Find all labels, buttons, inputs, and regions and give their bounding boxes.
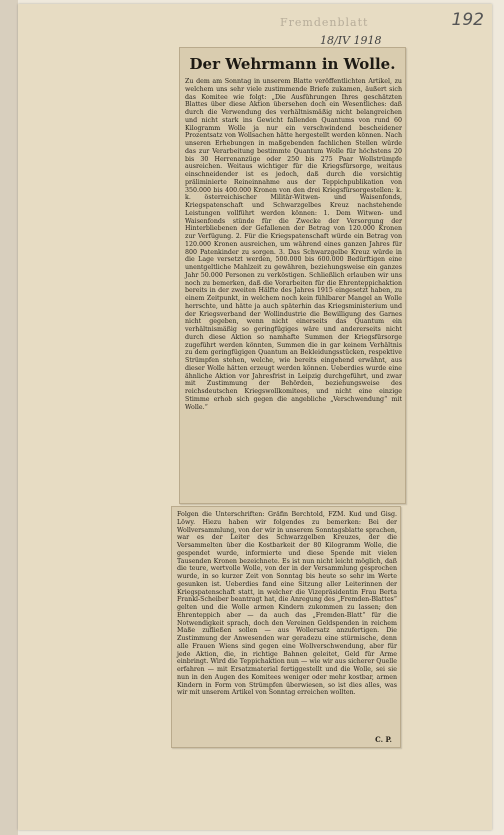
page-edge xyxy=(0,0,18,835)
archive-number: 192 xyxy=(451,10,484,30)
article-signature: C. P. xyxy=(375,735,392,744)
article-paragraph-1: Zu dem am Sonntag in unserem Blatte veröffentlichten Artikel, zu welchem uns sehr viele zustimmende Briefe zukamen, äußert sich das Komitee wie folgt: „Die Ausführungen Ihres geschätzten Blattes über diese Aktion übersehen doch ein Wesentliches: daß durch die Verwendung des verhältnismäßig nicht belangreichen und nicht stark ins Gewicht fallenden Quantums von rund 60 Kilogramm Wolle ja nur ein verschwindend bescheidener Prozentsatz von Wollsachen hätte hergestellt werden können. Nach unseren Erhebungen in maßgebenden fachlichen Stellen würde das zur Verarbeitung bestimmte Quantum Wolle für höchstens 20 bis 30 Herrenanzüge oder 250 bis 275 Paar Wollstrümpfe ausreichen. Weitaus wichtiger für die Kriegsfürsorge, weitaus einschneidender ist es jedoch, daß durch die vorsichtig präliminierte Reineinnahme aus der Teppichpublikation von 350.000 bis 400.000 Kronen von den drei Kriegsfürsorgestellen: k. k. österreichischer Militär-Witwen- und Waisenfonds, Kriegspatenschaft und Schwarzgelbes Kreuz nachstehende Leistungen vollführt werden können: 1. Dem Witwen- und Waisenfonds stünde für die Zwecke der Versorgung der Hinterbliebenen der Gefallenen der Betrag von 120.000 Kronen zur Verfügung. 2. Für die Kriegspatenschaft würde ein Betrag von 120.000 Kronen ausreichen, um während eines ganzen Jahres für 800 Patenkinder zu sorgen. 3. Das Schwarzgelbe Kreuz würde in die Lage versetzt werden, 500.000 bis 600.000 Bedürftigen eine unentgeltliche Mahlzeit zu gewähren, beziehungsweise ein ganzes Jahr 50.000 Personen zu verköstigen. Schließlich erlauben wir uns noch zu bemerken, daß die Vorarbeiten für die Ehrenteppichaktion bereits in der zweiten Hälfte des Jahres 1915 eingesetzt haben, zu einem Zeitpunkt, in welchem noch kein fühlbarer Mangel an Wolle herrschte, und hätte ja auch späterhin das Kriegsministerium und der Kriegsverband der Wollindustrie die Bewilligung des Garnes nicht gegeben, wenn nicht einerseits das Quantum ein verhältnismäßig so geringfügiges wäre und andererseits nicht durch diese Aktion so namhafte Summen der Kriegsfürsorge zugeführt werden könnten, Summen die in gar keinem Verhältnis zu dem geringfügigen Quantum an Bekleidungsstücken, respektive Strümpfen stehen, welche, wie bereits eingehend erwähnt, aus dieser Wolle hätten erzeugt werden können. Ueberdies wurde eine ähnliche Aktion vor Jahresfrist in Leipzig durchgeführt, und zwar mit Zustimmung der Behörden, beziehungsweise des reichsdeutschen Kriegswollkomitees, und nicht eine einzige Stimme erhob sich gegen die angebliche „Verschwendung“ mit Wolle.“ xyxy=(185,78,402,411)
article-headline: Der Wehrmann in Wolle. xyxy=(189,55,396,73)
archive-sheet xyxy=(18,4,492,830)
article-paragraph-2: Folgen die Unterschriften: Gräfin Berchtold, FZM. Kud und Gisg. Löwy. Hiezu haben wir folgendes zu bemerken: Bei der Wollversammlung, von der wir in unserem Sonntagsblatte sprachen, war es der Leiter des Schwarzgelben Kreuzes, der die Versammelten über die Kostbarkeit der 80 Kilogramm Wolle, die gespendet wurde, informierte und diese Spende mit vielen Tausenden Kronen bezeichnete. Es ist nun nicht leicht möglich, daß die teure, wertvolle Wolle, von der in der Versammlung gesprochen wurde, in so kurzer Zeit von Sonntag bis heute so sehr im Werte gesunken ist. Ueberdies fand eine Sitzung aller Leiterinnen der Kriegspatenschaft statt, in welcher die Vizepräsidentin Frau Berta Frankl-Scheiber beantragt hat, die Anregung des „Fremden-Blattes“ gelten und die Wolle armen Kindern zukommen zu lassen; den Ehrenteppich aber — da auch das „Fremden-Blatt“ für die Notwendigkeit sprach, doch den Vereinen Geldspenden in reichem Maße zufließen sollen — aus Wollersatz anzufertigen. Die Zustimmung der Anwesenden war geradezu eine stürmische, denn alle Frauen Wiens sind gegen eine Wollverschwendung, aber für jede Aktion, die, in richtige Bahnen geleitet, Geld für Arme einbringt. Wird die Teppichaktion nun — wie wir aus sicherer Quelle erfahren — mit Ersatzmaterial fertiggestellt und die Wolle, sei sie nun in den Augen des Komitees weniger oder mehr kostbar, armen Kindern in Form von Strümpfen überwiesen, so ist dies alles, was wir mit unserem Artikel von Sonntag erreichen wollten. xyxy=(177,511,397,697)
handwritten-date: 18/IV 1918 xyxy=(320,34,382,47)
clipping-part-2 xyxy=(171,506,401,748)
clipping-part-1 xyxy=(179,47,406,504)
masthead-faint: Fremdenblatt xyxy=(280,16,369,29)
